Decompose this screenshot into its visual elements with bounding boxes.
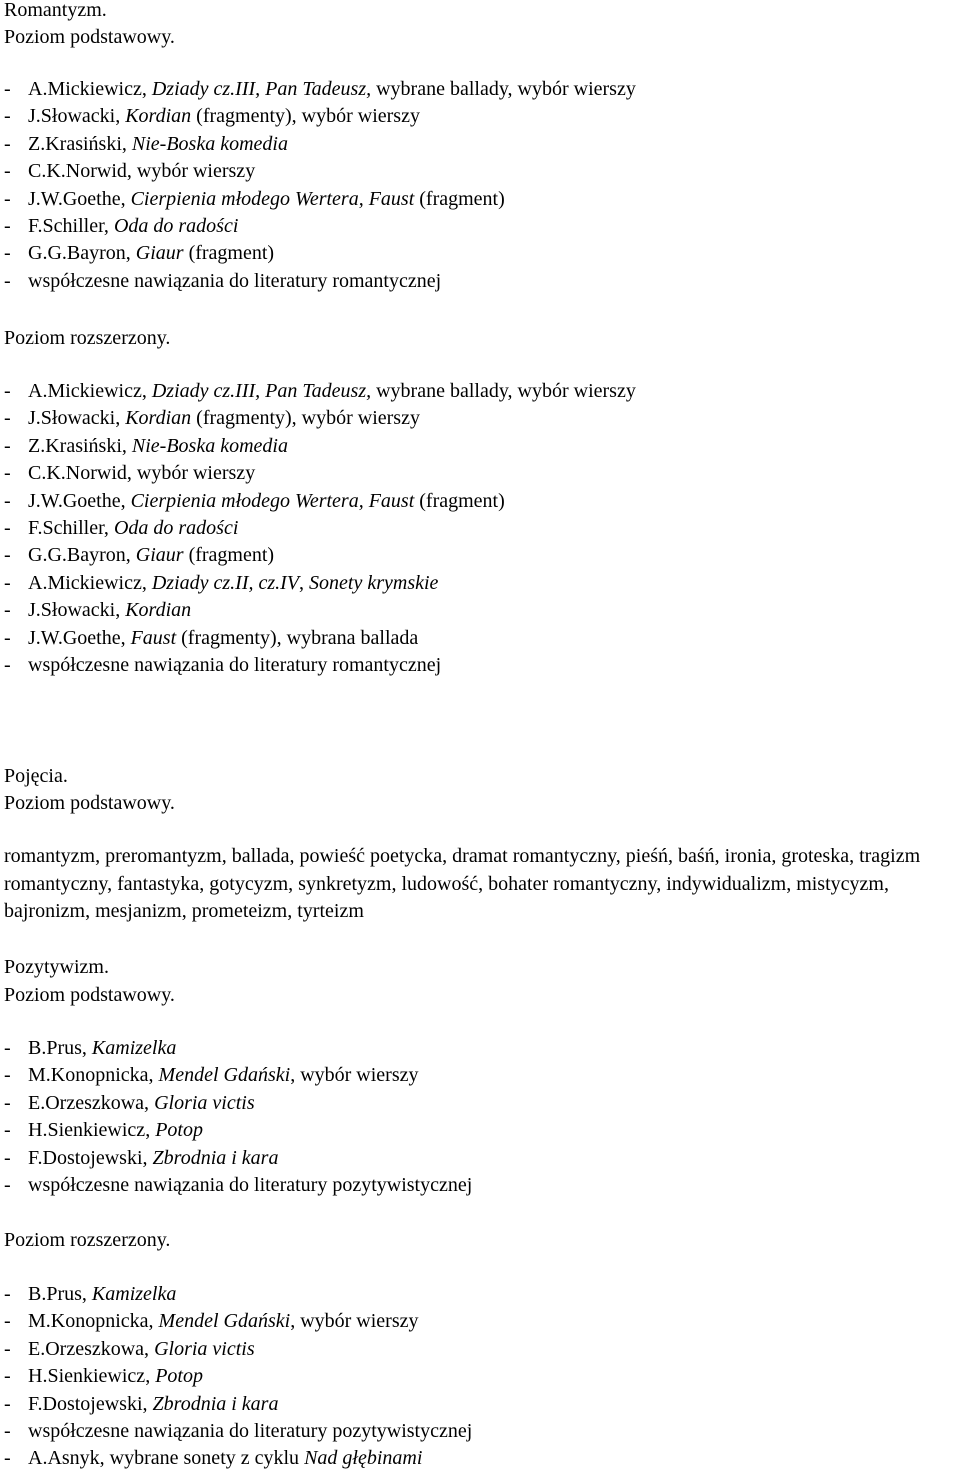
- bullet-dash: -: [4, 1447, 11, 1470]
- item-text: (fragmenty), wybór wierszy: [191, 407, 420, 430]
- bullet-dash: -: [4, 215, 11, 237]
- level-basic-heading: Poziom podstawowy.: [4, 792, 175, 814]
- bullet-dash: -: [4, 1337, 11, 1360]
- title-text: Kamizelka: [91, 1283, 177, 1305]
- item-text: F.Schiller,: [28, 215, 114, 237]
- level-basic-heading: Poziom podstawowy.: [4, 26, 175, 48]
- item-text: B.Prus,: [28, 1283, 92, 1305]
- list-item: [4, 1035, 176, 1062]
- title-text: Sonety krymskie: [309, 571, 439, 594]
- list-item: [4, 1172, 472, 1199]
- title-text: Potop: [155, 1119, 203, 1142]
- list-item: [4, 1308, 419, 1335]
- title-text: Faust: [130, 626, 177, 649]
- bullet-dash: -: [4, 1365, 11, 1388]
- item-text: ,: [299, 571, 310, 594]
- list-item: [4, 1363, 203, 1390]
- item-text: J.W.Goethe,: [28, 626, 131, 649]
- bullet-dash: -: [4, 160, 11, 183]
- title-text: Kordian: [125, 599, 192, 622]
- item-text: A.Mickiewicz,: [28, 78, 152, 100]
- bullet-dash: -: [4, 1091, 11, 1114]
- section-title-romantyzm: Romantyzm.: [4, 0, 107, 21]
- bullet-dash: -: [4, 1174, 11, 1196]
- item-text: C.K.Norwid, wybór wierszy: [28, 160, 256, 183]
- item-text: A.Mickiewicz,: [28, 571, 152, 594]
- item-text: (fragment): [414, 489, 505, 512]
- title-text: Kordian: [125, 407, 192, 430]
- list-item: [4, 76, 636, 103]
- list-item: [4, 1445, 422, 1472]
- bullet-dash: -: [4, 1420, 11, 1442]
- list-item: [4, 186, 505, 213]
- item-text: A.Mickiewicz,: [28, 380, 152, 402]
- title-text: Cierpienia młodego Wertera, Faust: [130, 187, 415, 210]
- list-item: [4, 268, 441, 295]
- terms-paragraph: romantyzm, preromantyzm, ballada, powieść poetycka, dramat romantyczny, pieśń, baśń, ironia, groteska, tragizm romantyczny, fantastyka, gotycyzm, synkretyzm, ludowość, bohater romantyczny, indywidualizm, mistycyzm, bajronizm, mesjanizm, prometeizm, tyrteizm: [4, 845, 921, 922]
- list-item: [4, 515, 238, 542]
- item-text: E.Orzeszkowa,: [28, 1337, 155, 1360]
- item-text: M.Konopnicka,: [28, 1310, 159, 1333]
- list-item: [4, 625, 418, 652]
- list-item: [4, 1391, 278, 1418]
- bullet-dash: -: [4, 407, 11, 430]
- title-text: Dziady cz.III, Pan Tadeusz,: [151, 380, 372, 402]
- list-item: [4, 1117, 203, 1144]
- item-text: H.Sienkiewicz,: [28, 1119, 156, 1142]
- title-text: Mendel Gdański: [158, 1064, 291, 1087]
- item-text: G.G.Bayron,: [28, 544, 136, 567]
- title-text: Dziady cz.II, cz.IV: [151, 571, 300, 594]
- title-text: Potop: [155, 1365, 203, 1388]
- title-text: Kamizelka: [91, 1037, 177, 1059]
- list-item: [4, 158, 255, 185]
- item-text: G.G.Bayron,: [28, 242, 136, 265]
- title-text: Gloria victis: [154, 1091, 255, 1114]
- title-text: Dziady cz.III, Pan Tadeusz,: [151, 78, 372, 100]
- item-text: , wybór wierszy: [290, 1310, 419, 1333]
- level-extended-heading: Poziom rozszerzony.: [4, 1229, 171, 1251]
- section-title-pojecia: Pojęcia.: [4, 765, 68, 787]
- bullet-dash: -: [4, 434, 11, 457]
- item-text: współczesne nawiązania do literatury romantycznej: [28, 654, 442, 676]
- bullet-dash: -: [4, 626, 11, 649]
- list-item: [4, 1062, 419, 1089]
- list-item: [4, 460, 255, 487]
- title-text: Nie-Boska komedia: [131, 132, 288, 155]
- item-text: (fragmenty), wybrana ballada: [176, 626, 419, 649]
- bullet-dash: -: [4, 599, 11, 622]
- item-text: , wybór wierszy: [290, 1064, 419, 1087]
- item-text: (fragment): [414, 187, 505, 210]
- bullet-dash: -: [4, 1064, 11, 1087]
- item-text: J.Słowacki,: [28, 407, 126, 430]
- item-text: (fragment): [183, 242, 275, 265]
- list-item: [4, 542, 274, 569]
- bullet-dash: -: [4, 380, 11, 402]
- title-text: Kordian: [125, 105, 192, 128]
- bullet-dash: -: [4, 489, 11, 512]
- bullet-dash: -: [4, 544, 11, 567]
- list-item: [4, 597, 191, 624]
- title-text: Oda do radości: [113, 215, 239, 237]
- section-title-pozytywizm: Pozytywizm.: [4, 956, 109, 978]
- item-text: F.Schiller,: [28, 517, 114, 539]
- bullet-dash: -: [4, 242, 11, 265]
- item-text: współczesne nawiązania do literatury pozytywistycznej: [28, 1420, 473, 1442]
- level-extended-heading: Poziom rozszerzony.: [4, 327, 171, 349]
- item-text: Z.Krasiński,: [28, 132, 132, 155]
- title-text: Mendel Gdański: [158, 1310, 291, 1333]
- title-text: Zbrodnia i kara: [152, 1392, 279, 1415]
- list-item: [4, 652, 441, 679]
- list-item: [4, 433, 288, 460]
- title-text: Giaur: [135, 544, 184, 567]
- item-text: B.Prus,: [28, 1037, 92, 1059]
- bullet-dash: -: [4, 517, 11, 539]
- list-item: [4, 131, 288, 158]
- item-text: (fragmenty), wybór wierszy: [191, 105, 420, 128]
- bullet-dash: -: [4, 654, 11, 676]
- title-text: Zbrodnia i kara: [152, 1146, 279, 1169]
- bullet-dash: -: [4, 1119, 11, 1142]
- title-text: Nad głębinami: [304, 1447, 423, 1470]
- item-text: Z.Krasiński,: [28, 434, 132, 457]
- item-text: wybrane ballady, wybór wierszy: [371, 380, 636, 402]
- item-text: E.Orzeszkowa,: [28, 1091, 155, 1114]
- list-item: [4, 213, 238, 240]
- bullet-dash: -: [4, 78, 11, 100]
- item-text: C.K.Norwid, wybór wierszy: [28, 462, 256, 485]
- item-text: J.Słowacki,: [28, 599, 126, 622]
- item-text: wybrane ballady, wybór wierszy: [371, 78, 636, 100]
- bullet-dash: -: [4, 1146, 11, 1169]
- list-item: [4, 488, 505, 515]
- list-item: [4, 1418, 472, 1445]
- list-item: [4, 240, 274, 267]
- item-text: M.Konopnicka,: [28, 1064, 159, 1087]
- bullet-dash: -: [4, 187, 11, 210]
- title-text: Cierpienia młodego Wertera, Faust: [130, 489, 415, 512]
- bullet-dash: -: [4, 269, 11, 292]
- item-text: (fragment): [183, 544, 275, 567]
- list-item: [4, 378, 636, 405]
- list-item: [4, 405, 420, 432]
- title-text: Nie-Boska komedia: [131, 434, 288, 457]
- level-basic-heading: Poziom podstawowy.: [4, 984, 175, 1006]
- item-text: współczesne nawiązania do literatury romantycznej: [28, 269, 442, 292]
- item-text: F.Dostojewski,: [28, 1146, 153, 1169]
- bullet-dash: -: [4, 571, 11, 594]
- list-item: [4, 1090, 255, 1117]
- list-item: [4, 1281, 176, 1308]
- bullet-dash: -: [4, 1392, 11, 1415]
- item-text: F.Dostojewski,: [28, 1392, 153, 1415]
- bullet-dash: -: [4, 1037, 11, 1059]
- item-text: H.Sienkiewicz,: [28, 1365, 156, 1388]
- list-item: [4, 103, 420, 130]
- item-text: J.W.Goethe,: [28, 187, 131, 210]
- bullet-dash: -: [4, 1283, 11, 1305]
- item-text: współczesne nawiązania do literatury pozytywistycznej: [28, 1174, 473, 1196]
- item-text: J.Słowacki,: [28, 105, 126, 128]
- title-text: Oda do radości: [113, 517, 239, 539]
- item-text: J.W.Goethe,: [28, 489, 131, 512]
- bullet-dash: -: [4, 1310, 11, 1333]
- title-text: Gloria victis: [154, 1337, 255, 1360]
- list-item: [4, 1145, 278, 1172]
- bullet-dash: -: [4, 462, 11, 485]
- list-item: [4, 1336, 255, 1363]
- item-text: A.Asnyk, wybrane sonety z cyklu: [28, 1447, 305, 1470]
- bullet-dash: -: [4, 132, 11, 155]
- bullet-dash: -: [4, 105, 11, 128]
- list-item: [4, 570, 438, 597]
- title-text: Giaur: [135, 242, 184, 265]
